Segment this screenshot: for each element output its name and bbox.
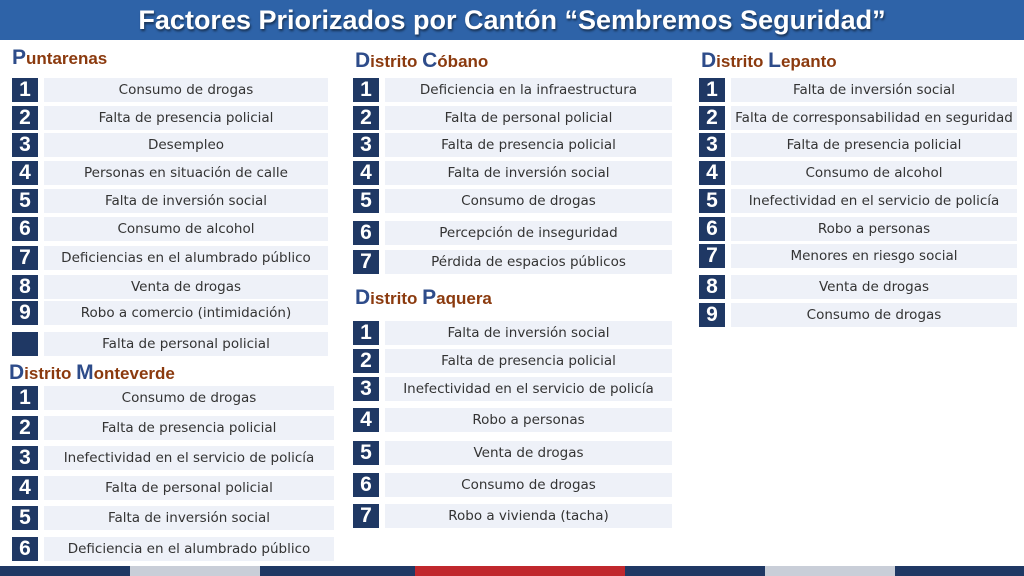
page-title: Factores Priorizados por Cantón “Sembremos Seguridad” xyxy=(138,4,886,35)
rank-number xyxy=(12,332,38,356)
list-item xyxy=(699,189,1017,213)
list-item xyxy=(353,133,672,157)
rank-number: 3 xyxy=(12,446,38,470)
section-title-puntarenas xyxy=(12,46,107,70)
rank-number: 7 xyxy=(353,504,379,528)
factor-label: Robo a comercio (intimidación) xyxy=(44,301,328,325)
list-item xyxy=(12,78,328,102)
rank-number: 3 xyxy=(12,133,38,157)
list-item xyxy=(12,246,328,270)
factor-label: Venta de drogas xyxy=(385,441,672,465)
rank-number: 4 xyxy=(699,161,725,185)
factor-label: Consumo de drogas xyxy=(385,189,672,213)
list-item xyxy=(12,386,334,410)
list-item xyxy=(353,221,672,245)
rank-number: 6 xyxy=(12,537,38,561)
factor-label: Deficiencia en la infraestructura xyxy=(385,78,672,102)
factor-label: Falta de inversión social xyxy=(385,321,672,345)
factor-label: Robo a personas xyxy=(385,408,672,432)
section-title-cap: P xyxy=(12,46,27,69)
rank-number: 7 xyxy=(699,244,725,268)
rank-number: 9 xyxy=(12,301,38,325)
list-item xyxy=(12,446,334,470)
list-item xyxy=(353,349,672,373)
rank-number: 4 xyxy=(12,476,38,500)
factor-label: Pérdida de espacios públicos xyxy=(385,250,672,274)
section-title-rest: óbano xyxy=(437,52,489,71)
factor-label: Deficiencia en el alumbrado público xyxy=(44,537,334,561)
rank-number: 5 xyxy=(353,189,379,213)
list-item xyxy=(353,250,672,274)
factor-label: Falta de presencia policial xyxy=(385,349,672,373)
section-title-rest: istrito xyxy=(24,364,77,383)
list-item xyxy=(12,189,328,213)
rank-number: 1 xyxy=(699,78,725,102)
factor-label: Consumo de drogas xyxy=(44,78,328,102)
section-title-cobano xyxy=(355,49,488,73)
list-item xyxy=(12,301,328,325)
factor-label: Consumo de alcohol xyxy=(44,217,328,241)
factor-label: Inefectividad en el servicio de policía xyxy=(731,189,1017,213)
factor-label: Falta de inversión social xyxy=(731,78,1017,102)
factor-label: Falta de presencia policial xyxy=(385,133,672,157)
list-item xyxy=(12,275,328,299)
list-item xyxy=(699,244,1017,268)
list-item xyxy=(699,303,1017,327)
factor-label: Consumo de drogas xyxy=(731,303,1017,327)
list-item xyxy=(12,332,328,356)
factor-label: Falta de inversión social xyxy=(44,506,334,530)
factor-label: Consumo de drogas xyxy=(385,473,672,497)
factor-label: Inefectividad en el servicio de policía xyxy=(385,377,672,401)
section-title-rest: istrito xyxy=(370,289,423,308)
list-item xyxy=(12,416,334,440)
factor-label: Percepción de inseguridad xyxy=(385,221,672,245)
factor-label: Falta de inversión social xyxy=(44,189,328,213)
rank-number: 8 xyxy=(12,275,38,299)
rank-number: 3 xyxy=(353,133,379,157)
section-title-rest: aquera xyxy=(436,289,492,308)
section-title-rest: onteverde xyxy=(93,364,175,383)
list-item xyxy=(353,504,672,528)
list-item xyxy=(12,217,328,241)
rank-number: 6 xyxy=(353,221,379,245)
rank-number: 1 xyxy=(353,321,379,345)
list-item xyxy=(12,476,334,500)
rank-number: 4 xyxy=(353,408,379,432)
factor-label: Menores en riesgo social xyxy=(731,244,1017,268)
factor-label: Consumo de alcohol xyxy=(731,161,1017,185)
rank-number: 7 xyxy=(353,250,379,274)
factor-label: Falta de inversión social xyxy=(385,161,672,185)
list-item xyxy=(12,537,334,561)
section-title-paquera xyxy=(355,286,492,310)
factor-label: Falta de corresponsabilidad en seguridad xyxy=(731,106,1017,130)
rank-number: 7 xyxy=(12,246,38,270)
footer-stripe xyxy=(0,566,1024,576)
rank-number: 3 xyxy=(699,133,725,157)
list-item xyxy=(353,473,672,497)
factor-label: Inefectividad en el servicio de policía xyxy=(44,446,334,470)
factor-label: Robo a vivienda (tacha) xyxy=(385,504,672,528)
list-item xyxy=(353,408,672,432)
section-title-cap: D xyxy=(701,49,717,72)
list-item xyxy=(699,106,1017,130)
rank-number: 5 xyxy=(353,441,379,465)
factor-label: Consumo de drogas xyxy=(44,386,334,410)
list-item xyxy=(699,133,1017,157)
rank-number: 1 xyxy=(12,386,38,410)
list-item xyxy=(12,161,328,185)
rank-number: 2 xyxy=(353,349,379,373)
factor-label: Falta de presencia policial xyxy=(731,133,1017,157)
section-title-monteverde xyxy=(9,361,175,385)
section-title-lepanto xyxy=(701,49,837,73)
list-item xyxy=(12,133,328,157)
section-title-cap: C xyxy=(422,49,438,72)
section-title-cap: D xyxy=(9,361,25,384)
rank-number: 6 xyxy=(699,217,725,241)
list-item xyxy=(353,106,672,130)
list-item xyxy=(699,217,1017,241)
list-item xyxy=(699,275,1017,299)
section-title-cap: L xyxy=(768,49,781,72)
factor-label: Venta de drogas xyxy=(44,275,328,299)
section-title-cap: D xyxy=(355,49,371,72)
factor-label: Robo a personas xyxy=(731,217,1017,241)
rank-number: 6 xyxy=(353,473,379,497)
factor-label: Deficiencias en el alumbrado público xyxy=(44,246,328,270)
factor-label: Falta de presencia policial xyxy=(44,416,334,440)
section-title-cap: M xyxy=(76,361,94,384)
rank-number: 1 xyxy=(353,78,379,102)
list-item xyxy=(353,189,672,213)
rank-number: 5 xyxy=(699,189,725,213)
rank-number: 2 xyxy=(699,106,725,130)
rank-number: 4 xyxy=(353,161,379,185)
rank-number: 8 xyxy=(699,275,725,299)
rank-number: 2 xyxy=(12,416,38,440)
title-bar xyxy=(0,0,1024,40)
section-title-cap: P xyxy=(422,286,437,309)
factor-label: Falta de personal policial xyxy=(44,476,334,500)
rank-number: 9 xyxy=(699,303,725,327)
factor-label: Falta de personal policial xyxy=(44,332,328,356)
section-title-rest: istrito xyxy=(716,52,769,71)
list-item xyxy=(699,161,1017,185)
factor-label: Desempleo xyxy=(44,133,328,157)
list-item xyxy=(353,78,672,102)
list-item xyxy=(353,441,672,465)
list-item xyxy=(353,161,672,185)
section-title-rest: untarenas xyxy=(26,49,108,68)
rank-number: 1 xyxy=(12,78,38,102)
list-item xyxy=(699,78,1017,102)
section-title-rest: istrito xyxy=(370,52,423,71)
list-item xyxy=(12,506,334,530)
list-item xyxy=(353,377,672,401)
factor-label: Falta de presencia policial xyxy=(44,106,328,130)
rank-number: 5 xyxy=(12,189,38,213)
rank-number: 2 xyxy=(353,106,379,130)
rank-number: 2 xyxy=(12,106,38,130)
factor-label: Venta de drogas xyxy=(731,275,1017,299)
list-item xyxy=(12,106,328,130)
factor-label: Falta de personal policial xyxy=(385,106,672,130)
rank-number: 4 xyxy=(12,161,38,185)
section-title-rest: epanto xyxy=(780,52,837,71)
rank-number: 6 xyxy=(12,217,38,241)
list-item xyxy=(353,321,672,345)
section-title-cap: D xyxy=(355,286,371,309)
rank-number: 3 xyxy=(353,377,379,401)
factor-label: Personas en situación de calle xyxy=(44,161,328,185)
rank-number: 5 xyxy=(12,506,38,530)
